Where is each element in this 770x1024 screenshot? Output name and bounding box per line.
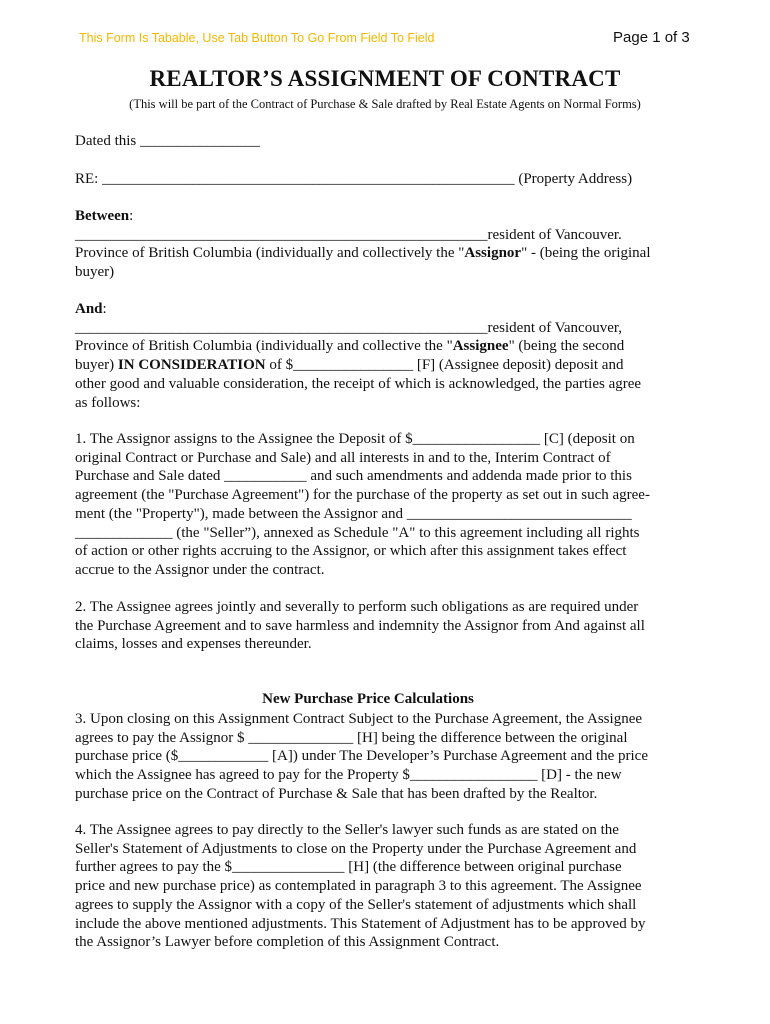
paragraph-1-line[interactable]: Purchase and Sale dated ___________ and such amendments and addenda made prior to this: [75, 468, 632, 485]
in-consideration-term: IN CONSIDERATION: [117, 357, 266, 374]
paragraph-4: [75, 821, 665, 952]
paragraph-1-line: agreement (the "Purchase Agreement") for the purchase of the property as set out in such agree-: [75, 487, 650, 504]
assignee-term: Assignee: [452, 338, 509, 355]
consideration-text: other good and valuable consideration, the receipt of which is acknowledged, the parties agree: [75, 375, 642, 392]
paragraph-1-line: of action or other rights accruing to the Assignor, or which after this assignment takes effect: [75, 543, 627, 560]
paragraph-3-line: purchase price on the Contract of Purchase & Sale that has been drafted by the Realtor.: [75, 785, 598, 802]
assignee-text: Province of British Columbia (individually and collective the ": [75, 338, 453, 355]
assignee-deposit-line[interactable]: of $________________ [F] (Assignee deposit) deposit and: [265, 357, 624, 374]
paragraph-4-line: include the above mentioned adjustments. This Statement of Adjustment has to be approved by: [75, 915, 646, 932]
and-label: And: [75, 301, 103, 317]
assignee-name-line[interactable]: _______________________________________________________resident of Vancouver,: [75, 319, 622, 336]
assignor-text: Province of British Columbia (individually and collectively the ": [75, 245, 465, 262]
document-subtitle: (This will be part of the Contract of Purchase & Sale drafted by Real Estate Agents on Normal Forms): [129, 97, 641, 111]
paragraph-4-line: 4. The Assignee agrees to pay directly to the Seller's lawyer such funds as are stated on the: [75, 822, 619, 838]
paragraph-2-line: the Purchase Agreement and to save harmless and indemnity the Assignor from And against all: [75, 617, 645, 634]
dated-line[interactable]: Dated this ________________: [75, 133, 260, 149]
paragraph-4-line[interactable]: further agrees to pay the $_______________ [H] (the difference between original purchase: [75, 859, 622, 876]
paragraph-1-line[interactable]: _____________ (the "Seller”), annexed as Schedule "A" to this agreement including all rights: [75, 524, 640, 541]
paragraph-2-line: 2. The Assignee agrees jointly and severally to perform such obligations as are required under: [75, 599, 639, 615]
paragraph-3: [75, 710, 665, 804]
re-property-address-line[interactable]: RE: _______________________________________________________ (Property Address): [75, 171, 633, 187]
paragraph-3-line[interactable]: purchase price ($____________ [A]) under The Developer’s Purchase Agreement and the price: [75, 748, 648, 765]
paragraph-1-line: original Contract or Purchase and Sale) and all interests in and to the, Interim Contract of: [75, 449, 611, 466]
assignor-text-end: " - (being the original: [521, 245, 651, 262]
paragraph-2: [75, 598, 665, 654]
tabable-form-notice: This Form Is Tabable, Use Tab Button To Go From Field To Field: [79, 31, 435, 45]
document-title: REALTOR’S ASSIGNMENT OF CONTRACT: [149, 66, 621, 91]
between-block: Between: _______________________________________________________resident of Vancouver. Province of British Columbia (individually and collectively the "Assignor" - (being the original buyer): [75, 207, 665, 282]
assignee-text-end: " (being the second: [508, 338, 625, 355]
section-heading: New Purchase Price Calculations: [262, 691, 474, 707]
paragraph-1: [75, 430, 665, 580]
consideration-text-end: as follows:: [75, 394, 141, 411]
paragraph-4-line: Seller's Statement of Adjustments to close on the Property under the Purchase Agreement and: [75, 840, 637, 857]
buyer-text: buyer): [75, 357, 118, 374]
assignor-text-buyer: buyer): [75, 264, 115, 281]
between-label: Between: [75, 208, 130, 224]
paragraph-1-line[interactable]: 1. The Assignor assigns to the Assignee the Deposit of $_________________ [C] (deposit on: [75, 431, 635, 447]
assignor-term: Assignor: [464, 245, 522, 262]
paragraph-1-line[interactable]: ment (the "Property"), made between the Assignor and ______________________________: [75, 505, 632, 522]
paragraph-3-line: 3. Upon closing on this Assignment Contract Subject to the Purchase Agreement, the Assignee: [75, 711, 643, 727]
paragraph-3-line[interactable]: agrees to pay the Assignor $ ______________ [H] being the difference between the original: [75, 729, 628, 746]
paragraph-1-line: accrue to the Assignor under the contract.: [75, 561, 325, 578]
paragraph-4-line: the Assignor’s Lawyer before completion of this Assignment Contract.: [75, 934, 500, 951]
assignor-name-line[interactable]: _______________________________________________________resident of Vancouver.: [75, 226, 622, 243]
page-number: Page 1 of 3: [613, 29, 690, 46]
and-block: And: _______________________________________________________resident of Vancouver, Province of British Columbia (individually and collective the "Assignee" (being the second buyer) IN CONSIDERATION of $________________ [F] (Assignee deposit) deposit and other good and valuable consideration, the receipt of which is acknowledged, the parties agree as follows:: [75, 300, 665, 412]
paragraph-2-line: claims, losses and expenses thereunder.: [75, 636, 312, 653]
paragraph-4-line: agrees to supply the Assignor with a copy of the Seller's statement of adjustments which shall: [75, 896, 637, 913]
paragraph-3-line[interactable]: which the Assignee has agreed to pay for the Property $_________________ [D] - the new: [75, 767, 622, 784]
paragraph-4-line: price and new purchase price) as contemplated in paragraph 3 to this agreement. The Assignee: [75, 878, 642, 895]
